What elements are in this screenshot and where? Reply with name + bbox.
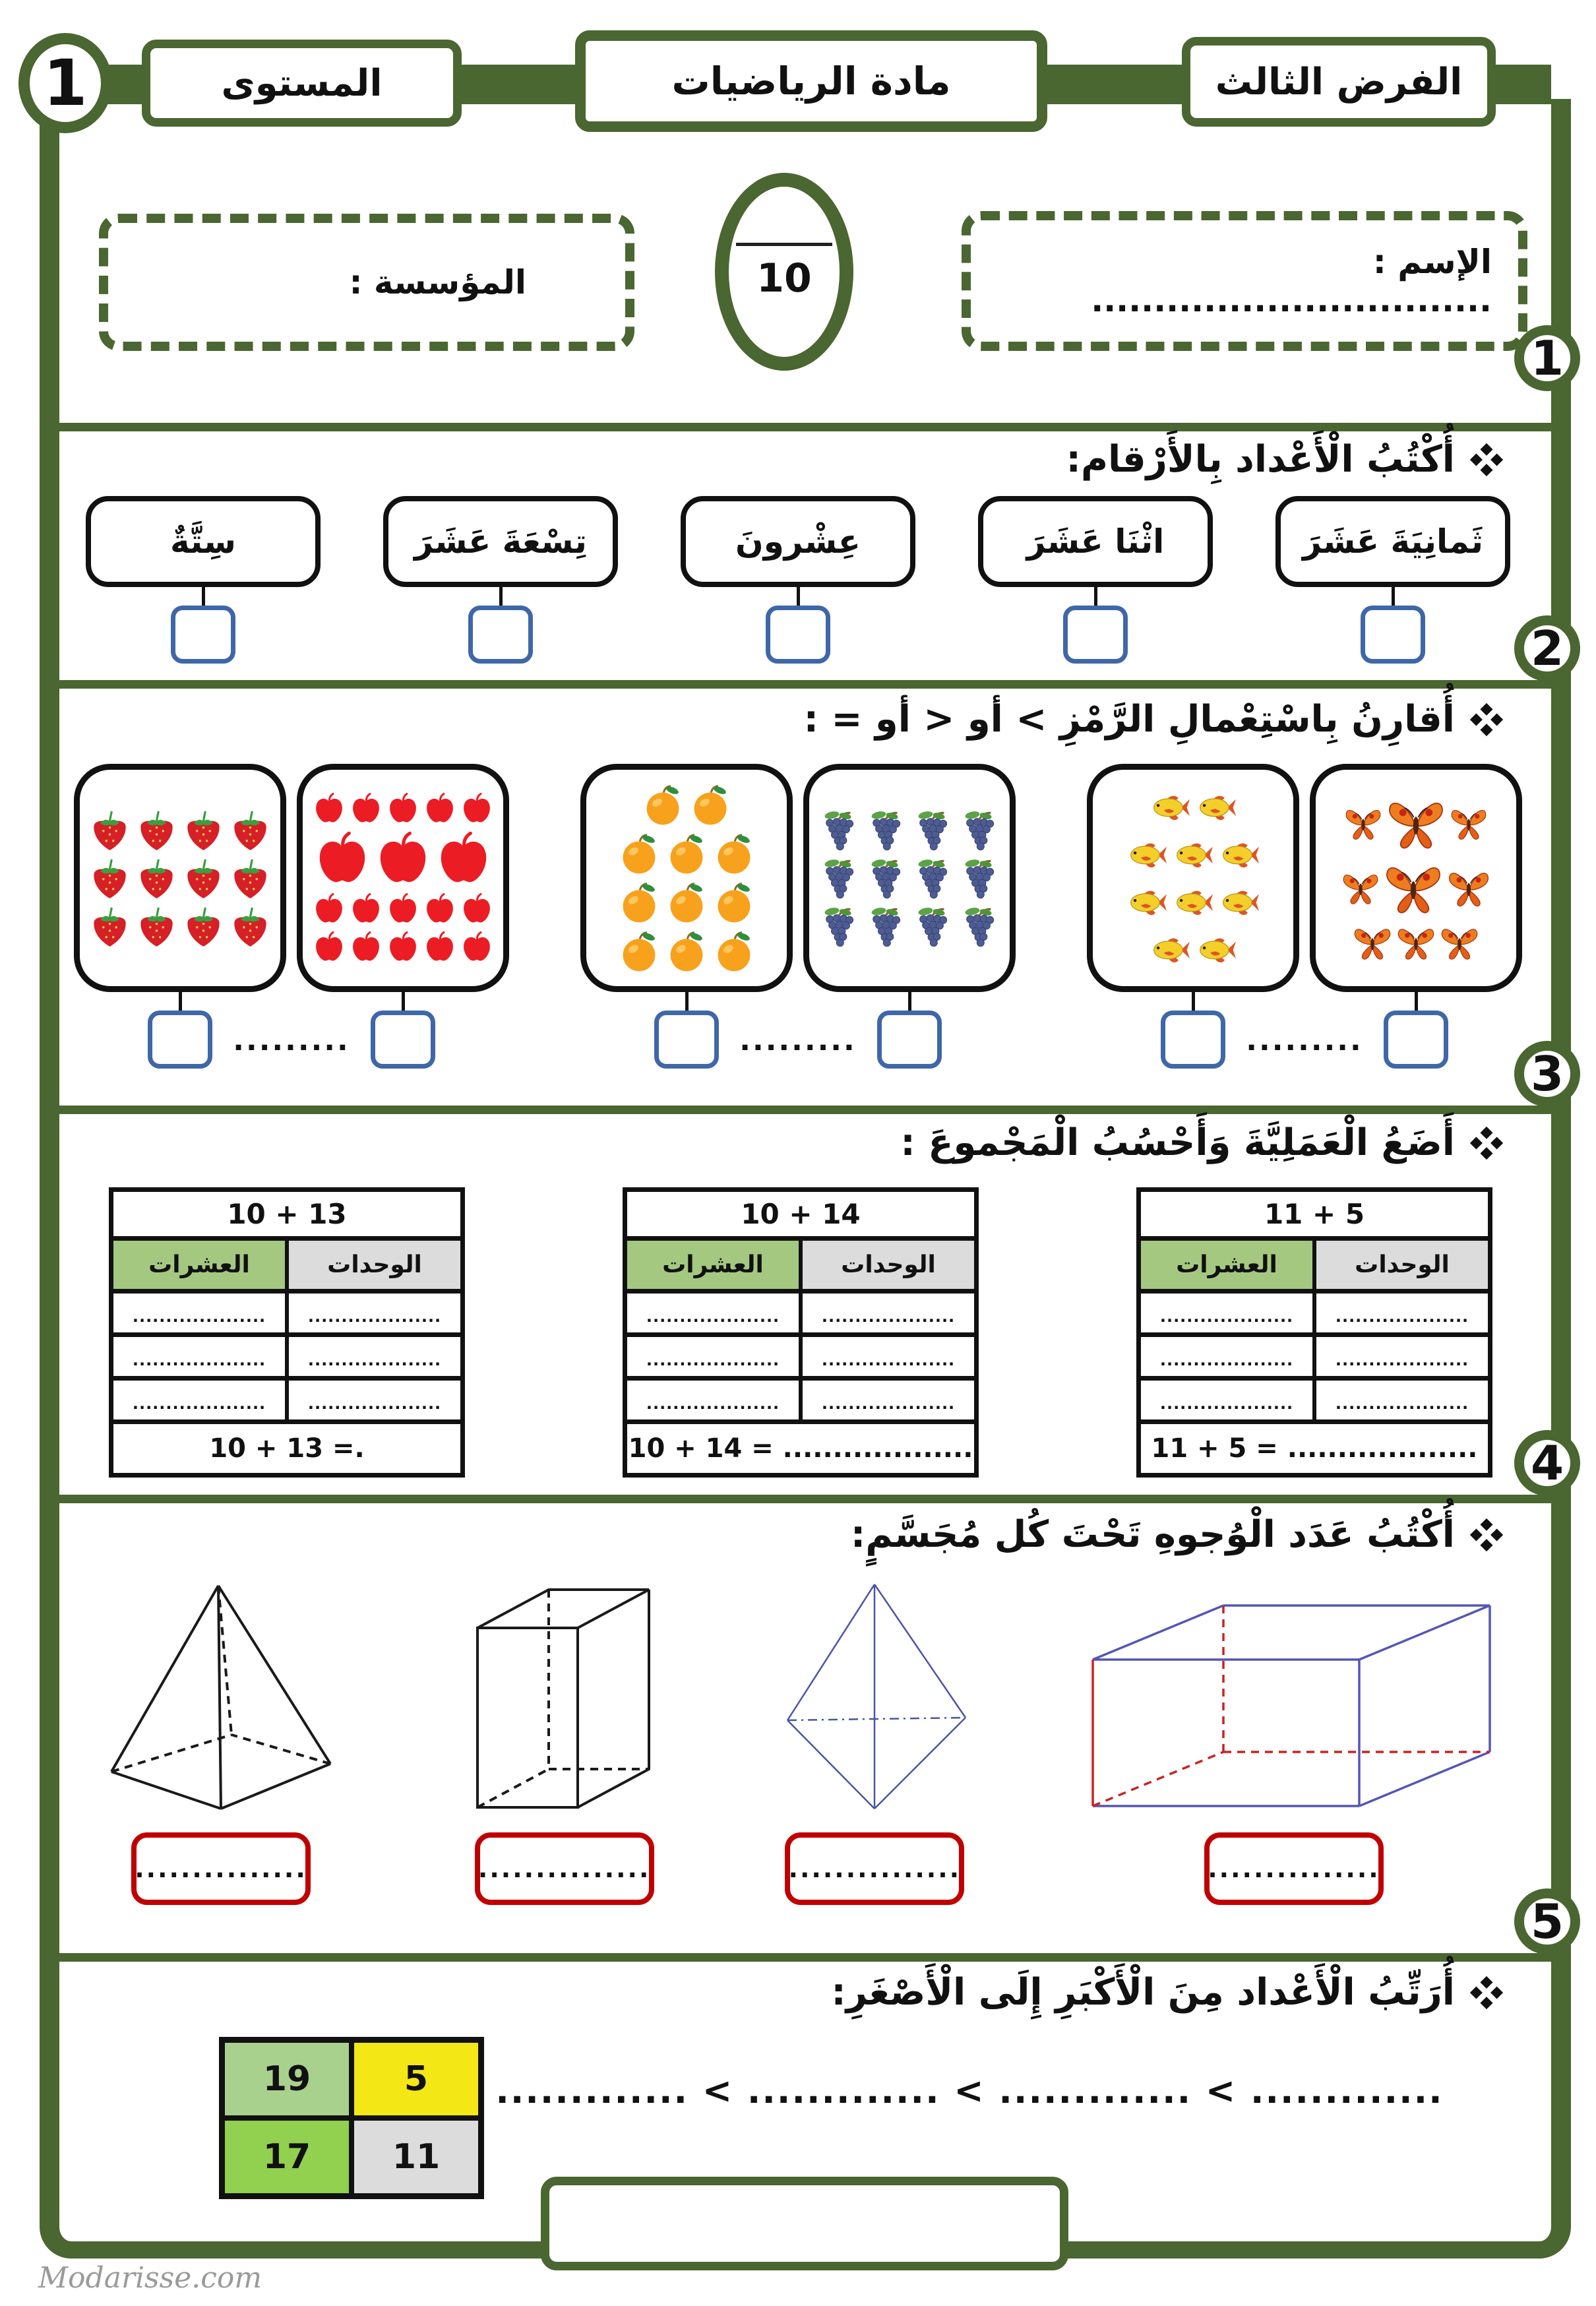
q2-answer-box[interactable] (371, 1011, 435, 1069)
q2-answer-box[interactable] (1384, 1011, 1448, 1069)
table-answer-cell[interactable]: .................... (821, 1351, 956, 1369)
butterfly-icon (1341, 869, 1380, 907)
number-cell: 11 (352, 2118, 481, 2196)
grapes-icon (865, 905, 907, 948)
apple-icon (460, 892, 493, 925)
tens-header-cell: العشرات (113, 1241, 289, 1289)
q2-answer-box[interactable] (148, 1011, 212, 1069)
q5-ordering-answer-line[interactable]: ............. > ............. > ............. > ............. (495, 2070, 1444, 2111)
orange-icon (689, 783, 732, 826)
footer-box (541, 2177, 1068, 2270)
connector-line (685, 992, 689, 1011)
strawberry-icon (88, 905, 131, 948)
diamond-bullet-icon (1469, 702, 1504, 737)
q4-solids-row (89, 1576, 1508, 1905)
q1-answer-box[interactable] (1063, 606, 1128, 664)
connector-line (1415, 992, 1418, 1011)
table-answer-cell[interactable]: .................... (113, 1381, 289, 1419)
strawberry-icon (182, 809, 225, 852)
strawberry-icon (135, 905, 178, 948)
grapes-icon (865, 857, 907, 900)
grapes-icon (911, 905, 954, 948)
butterfly-icon (1447, 866, 1490, 910)
score-circle[interactable] (715, 173, 853, 371)
butterfly-icon (1450, 804, 1488, 842)
grapes-icon (958, 809, 1001, 852)
orange-icon (617, 832, 661, 875)
q5-numbers-grid (219, 2037, 484, 2199)
grapes-icon (865, 809, 907, 852)
comparison-dots: ......... (1246, 1024, 1363, 1057)
square-pyramid-column (89, 1576, 353, 1905)
tall-cuboid-shape (459, 1576, 670, 1814)
butterfly-icon (1384, 858, 1443, 918)
fish-icon (1149, 786, 1191, 828)
orange-icon (665, 929, 708, 973)
exam-title-box: الفرض الثالث (1182, 37, 1496, 127)
faces-answer-box[interactable]: ............... (131, 1832, 311, 1905)
q2-answer-box[interactable] (877, 1011, 942, 1069)
butterfly-icon (1353, 923, 1392, 962)
rectangular-box-shape (1080, 1596, 1508, 1814)
butterfly-group-box (1310, 764, 1522, 992)
table-operation-title: 10 + 13 (113, 1192, 460, 1241)
table-answer-cell[interactable]: .................... (113, 1293, 289, 1332)
number-word-box: ثَمانِيَةَ عَشَرَ (1275, 496, 1510, 587)
table-answer-cell[interactable]: .................... (113, 1337, 289, 1376)
apple-icon (375, 830, 431, 887)
fish-icon (1172, 881, 1214, 923)
q3-tables-row (109, 1187, 1492, 1478)
orange-icon (665, 881, 708, 924)
apple-group-box (297, 764, 509, 992)
faces-answer-box[interactable]: ............... (785, 1832, 964, 1905)
number-word-box: تِسْعَةَ عَشَرَ (383, 496, 618, 587)
compare-pair (74, 764, 509, 1069)
q1-answer-box[interactable] (766, 606, 830, 664)
orange-icon (712, 929, 756, 973)
orange-icon (665, 832, 708, 875)
connector-line (499, 587, 503, 606)
strawberry-icon (229, 857, 272, 900)
addition-table (1136, 1187, 1492, 1478)
q2-answer-box[interactable] (1161, 1011, 1225, 1069)
units-header-cell: الوحدات (289, 1241, 460, 1289)
grapes-icon (818, 905, 861, 948)
connector-line (402, 992, 405, 1011)
apple-icon (386, 931, 419, 964)
connector-line (202, 587, 205, 606)
table-answer-cell[interactable]: .................... (627, 1293, 803, 1332)
score-total: 10 (756, 255, 812, 301)
q1-title-text: أُكْتُبُ الْأَعْداد بِالأَرْقام: (1066, 438, 1455, 481)
strawberry-icon (135, 809, 178, 852)
comparison-dots: ......... (739, 1024, 857, 1057)
section-number-badge: 3 (1514, 1041, 1580, 1107)
q4-title (851, 1505, 1504, 1565)
student-name-field[interactable]: الإسم : ................................ (962, 211, 1527, 351)
diamond-bullet-icon (1469, 1518, 1504, 1552)
q5-title (831, 1963, 1504, 2022)
apple-icon (350, 792, 383, 825)
addition-table (109, 1187, 465, 1478)
number-word-box: سِتَّةٌ (86, 496, 321, 587)
apple-icon (460, 931, 493, 964)
strawberry-icon (229, 905, 272, 948)
strawberry-icon (135, 857, 178, 900)
grapes-icon (818, 857, 861, 900)
table-answer-cell[interactable]: .................... (1335, 1307, 1469, 1326)
level-box: المستوى (142, 40, 462, 127)
table-answer-cell[interactable]: .................... (1141, 1337, 1316, 1376)
table-answer-cell[interactable]: .................... (627, 1337, 803, 1376)
strawberry-group-box (74, 764, 286, 992)
grapes-icon (911, 809, 954, 852)
apple-icon (460, 792, 493, 825)
strawberry-icon (182, 857, 225, 900)
tens-header-cell: العشرات (627, 1241, 803, 1289)
diamond-bullet-icon (1469, 1976, 1504, 2010)
connector-line (908, 992, 911, 1011)
section-divider (59, 1953, 1551, 1962)
table-operation-title: 11 + 5 (1141, 1192, 1488, 1241)
butterfly-icon (1396, 923, 1436, 962)
orange-icon (617, 929, 661, 973)
q3-title-text: أَضَعُ الْعَمَلِيَّةَ وَأَحْسُبُ الْمَجْموعَ : (900, 1121, 1455, 1164)
section-number-badge: 5 (1514, 1888, 1580, 1954)
q1-word-unit (383, 496, 618, 664)
score-blank-line (736, 243, 832, 246)
table-answer-cell[interactable]: .................... (1335, 1394, 1469, 1413)
q2-comparison-row (74, 764, 1522, 1069)
table-answer-cell[interactable]: .................... (307, 1307, 442, 1326)
q1-word-unit (681, 496, 915, 664)
table-answer-cell[interactable]: .................... (1141, 1381, 1316, 1419)
section-divider (59, 680, 1551, 689)
section-number-badge: 2 (1514, 615, 1580, 681)
apple-icon (386, 892, 419, 925)
section-number-badge: 4 (1514, 1430, 1580, 1496)
butterfly-icon (1344, 804, 1382, 842)
level-number-badge: 1 (18, 33, 112, 133)
institution-field[interactable]: المؤسسة : (99, 214, 634, 351)
q1-answer-box[interactable] (1361, 606, 1425, 664)
grapes-group-box (803, 764, 1016, 992)
apple-icon (313, 792, 346, 825)
q2-title (804, 690, 1504, 749)
subject-box: مادة الرياضيات (575, 30, 1047, 132)
connector-line (797, 587, 800, 606)
q1-answer-box[interactable] (468, 606, 533, 664)
q1-word-unit (1275, 496, 1510, 664)
table-answer-cell[interactable]: .................... (821, 1307, 956, 1326)
units-header-cell: الوحدات (803, 1241, 974, 1289)
apple-icon (350, 931, 383, 964)
table-answer-cell[interactable]: .................... (307, 1351, 442, 1369)
apple-icon (313, 892, 346, 925)
number-cell: 17 (222, 2118, 352, 2196)
q5-title-text: أُرَتِّبُ الْأَعْداد مِنَ الْأَكْبَرِ إِلَى الْأَصْغَرِ: (831, 1971, 1455, 2014)
comparison-dots: ......... (233, 1024, 350, 1057)
grapes-icon (958, 857, 1001, 900)
fish-icon (1218, 833, 1260, 875)
tens-header-cell: العشرات (1141, 1241, 1316, 1289)
strawberry-icon (229, 809, 272, 852)
compare-pair (1087, 764, 1522, 1069)
strawberry-icon (182, 905, 225, 948)
apple-icon (314, 830, 371, 887)
table-sum-row[interactable]: 10 + 14 = ................... (628, 1433, 973, 1464)
fish-icon (1218, 881, 1260, 923)
orange-icon (712, 881, 756, 924)
table-answer-cell[interactable]: .................... (821, 1394, 956, 1413)
apple-icon (350, 892, 383, 925)
table-sum-row[interactable]: 10 + 13 =. (209, 1433, 365, 1464)
strawberry-icon (88, 809, 131, 852)
table-answer-cell[interactable]: .................... (1141, 1293, 1316, 1332)
q4-title-text: أُكْتُبُ عَدَد الْوُجوهِ تَحْتَ كُل مُجَسَّمٍ: (850, 1513, 1455, 1556)
apple-icon (423, 931, 456, 964)
number-cell: 5 (352, 2040, 481, 2118)
diamond-bullet-icon (1469, 1126, 1504, 1160)
compare-pair (580, 764, 1016, 1069)
section-number-badge: 1 (1514, 325, 1580, 391)
units-header-cell: الوحدات (1316, 1241, 1488, 1289)
square-pyramid-shape (89, 1576, 353, 1814)
diamond-bullet-icon (1469, 443, 1504, 477)
apple-icon (313, 931, 346, 964)
number-word-box: اثْنَا عَشَرَ (978, 496, 1213, 587)
fish-icon (1172, 833, 1214, 875)
addition-table (623, 1187, 979, 1478)
table-answer-cell[interactable]: .................... (307, 1394, 442, 1413)
orange-icon (641, 783, 685, 826)
faces-answer-box[interactable]: ............... (475, 1832, 654, 1905)
connector-line (1192, 992, 1195, 1011)
q1-word-unit (978, 496, 1213, 664)
connector-line (1094, 587, 1097, 606)
grapes-icon (818, 809, 861, 852)
fish-icon (1126, 833, 1168, 875)
fish-icon (1126, 881, 1168, 923)
fish-icon (1149, 928, 1191, 970)
table-answer-cell[interactable]: .................... (1335, 1351, 1469, 1369)
fish-icon (1195, 786, 1237, 828)
connector-line (1392, 587, 1395, 606)
q3-title (900, 1113, 1504, 1173)
triangular-pyramid-shape (776, 1576, 973, 1814)
table-answer-cell[interactable]: .................... (627, 1381, 803, 1419)
q2-title-text: أُقارِنُ بِاسْتِعْمالِ الرَّمْزِ > أو < أو = : (803, 698, 1455, 741)
fish-group-box (1087, 764, 1299, 992)
orange-group-box (580, 764, 793, 992)
apple-icon (386, 792, 419, 825)
number-word-box: عِشْرونَ (681, 496, 915, 587)
section-divider (59, 1495, 1551, 1503)
apple-icon (423, 792, 456, 825)
watermark: Modarisse.com (38, 2261, 262, 2295)
faces-answer-box[interactable]: ............... (1204, 1832, 1384, 1905)
number-cell: 19 (222, 2040, 352, 2118)
apple-icon (435, 830, 492, 887)
q1-word-unit (86, 496, 321, 664)
triangular-pyramid-column (776, 1576, 973, 1905)
connector-line (179, 992, 182, 1011)
table-operation-title: 10 + 14 (627, 1192, 974, 1241)
orange-icon (617, 881, 661, 924)
q1-number-words-row (86, 496, 1510, 664)
grapes-icon (911, 857, 954, 900)
q2-answer-box[interactable] (654, 1011, 719, 1069)
strawberry-icon (88, 857, 131, 900)
grapes-icon (958, 905, 1001, 948)
butterfly-icon (1386, 794, 1446, 853)
q1-title (1066, 430, 1504, 489)
orange-icon (712, 832, 756, 875)
butterfly-icon (1440, 923, 1479, 962)
rectangular-box-column (1080, 1576, 1508, 1905)
fish-icon (1195, 928, 1237, 970)
tall-cuboid-column (459, 1576, 670, 1905)
table-sum-row[interactable]: 11 + 5 = ................... (1151, 1433, 1478, 1464)
apple-icon (423, 892, 456, 925)
q1-answer-box[interactable] (171, 606, 235, 664)
